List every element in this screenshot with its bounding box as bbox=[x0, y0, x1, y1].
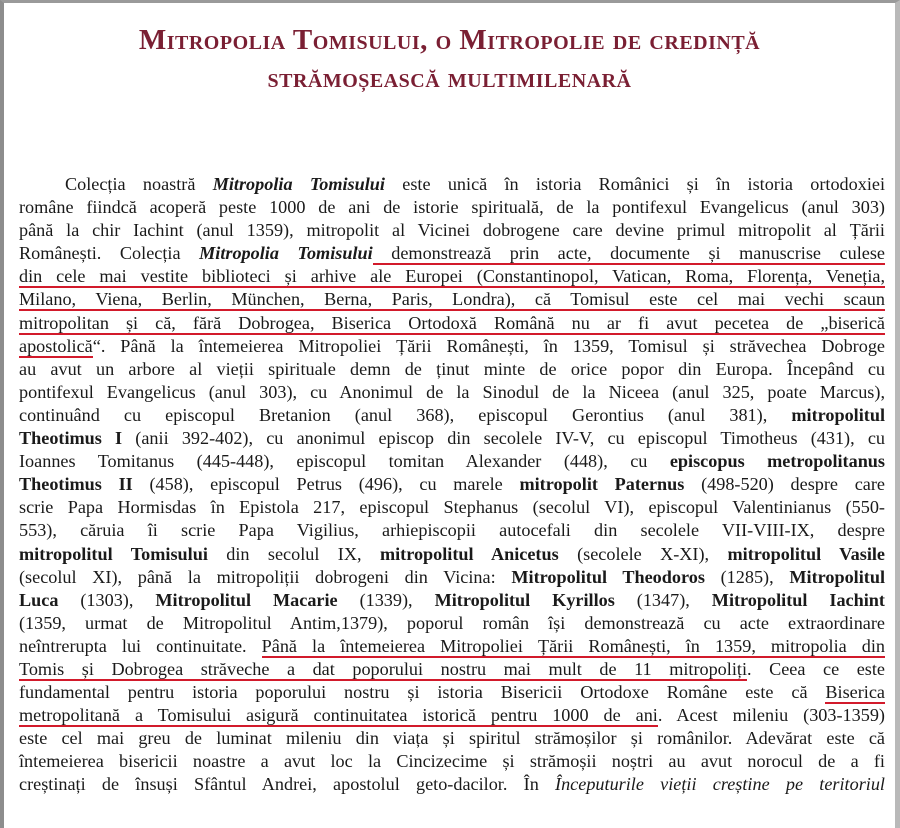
body-text bbox=[19, 173, 885, 797]
text-line bbox=[19, 473, 885, 496]
text-segment: (secolul XI), până la mitropoliții dobrogeni din Vicina: bbox=[19, 566, 512, 587]
text-segment: “. Până la întemeierea Mitropoliei Țării Românești, în 1359, Tomisul și străvechea Dobroge bbox=[92, 335, 885, 356]
text-line bbox=[19, 612, 885, 635]
text-segment: este unică în istoria Românici și în istoria ortodoxiei bbox=[384, 174, 886, 194]
text-line bbox=[19, 288, 885, 311]
underlined-text: mitropolitan și că, fără Dobrogea, Biserica Ortodoxă Română nu ar fi avut pecetea de „biserică bbox=[19, 312, 885, 333]
text-segment: (1359, urmat de Mitropolitul Antim,1379), poporul român își demonstrează cu acte extraordinare bbox=[19, 612, 885, 633]
underlined-text: Tomis și Dobrogea străveche a dat poporului nostru mai mult de 11 mitropoliți bbox=[19, 658, 747, 679]
underlined-text: Milano, Viena, Berlin, München, Berna, Paris, Londra), că Tomisul este cel mai vechi scaun bbox=[19, 289, 885, 310]
text-segment: au avut un arbore al vieții spirituale demn de ținut minte de orice popor din Europa. Începând cu bbox=[19, 358, 885, 379]
text-line bbox=[19, 658, 885, 681]
text-line bbox=[19, 635, 885, 658]
text-line bbox=[19, 427, 885, 450]
text-segment: Începuturile vieții creștine pe teritoriul bbox=[555, 774, 885, 795]
document-title bbox=[4, 21, 895, 97]
text-line bbox=[19, 773, 885, 796]
text-segment: din secolul IX, bbox=[207, 543, 380, 564]
text-line bbox=[19, 173, 885, 196]
text-line bbox=[19, 496, 885, 519]
text-segment: Colecția noastră bbox=[65, 174, 213, 194]
text-segment: mitropolitul Vasile bbox=[727, 543, 885, 564]
text-segment: (1285), bbox=[704, 566, 790, 587]
text-line bbox=[19, 519, 885, 542]
text-segment: Românești. Colecția bbox=[19, 243, 200, 264]
text-segment: neîntrerupta lui continuitate. bbox=[19, 635, 262, 656]
underlined-text: metropolitană a Tomisului asigură continuitatea istorică pentru 1000 de ani bbox=[19, 705, 658, 726]
text-line bbox=[19, 704, 885, 727]
text-segment: (498-520) despre care bbox=[684, 474, 885, 495]
text-line bbox=[19, 381, 885, 404]
text-segment: Mitropolitul Theodoros bbox=[511, 566, 705, 587]
text-line bbox=[19, 196, 885, 219]
text-segment: Theotimus II bbox=[19, 474, 133, 495]
text-segment: mitropolitul Tomisului bbox=[19, 543, 208, 564]
underlined-text: apostolică bbox=[19, 335, 93, 356]
text-segment: fundamental pentru istoria poporului nostru și istoria Bisericii Ortodoxe Române este că bbox=[19, 682, 826, 703]
text-segment: este cel mai greu de luminat mileniu din viața și spiritul strămoșilor și românilor. Adevărat este că bbox=[19, 728, 885, 749]
text-segment: mitropolitul bbox=[791, 404, 885, 425]
text-segment: (458), episcopul Petrus (496), cu marele bbox=[132, 474, 520, 495]
text-segment: Mitropolitul bbox=[789, 566, 885, 587]
text-segment: mitropolitul Anicetus bbox=[379, 543, 559, 564]
underlined-text: din cele mai vestite biblioteci și arhive ale Europei (Constantinopol, Vatican, Roma, Florența, Veneția, bbox=[19, 266, 885, 287]
text-segment: Mitropolia Tomisului bbox=[212, 174, 385, 194]
text-segment: mitropolit Paternus bbox=[519, 474, 685, 495]
text-segment: creștinați de însuși Sfântul Andrei, apostolul geto-dacilor. În bbox=[19, 774, 556, 795]
text-line bbox=[19, 265, 885, 288]
text-segment: Theotimus I bbox=[19, 428, 123, 449]
text-line bbox=[19, 750, 885, 773]
text-line bbox=[19, 727, 885, 750]
text-segment: Ioannes Tomitanus (445-448), episcopul tomitan Alexander (448), cu bbox=[19, 451, 670, 472]
text-segment: întemeierea bisericii noastre a avut loc la Cincizecime și strămoșii noștri au avut norocul de a fi bbox=[19, 751, 885, 772]
text-line bbox=[19, 589, 885, 612]
text-line bbox=[19, 335, 885, 358]
text-segment: Mitropolitul Kyrillos bbox=[434, 589, 615, 610]
text-segment: Mitropolitul Macarie bbox=[155, 589, 338, 610]
underlined-text: Până la întemeierea Mitropoliei Țării Românești, în 1359, mitropolia din bbox=[261, 635, 885, 656]
text-segment: . Ceea ce este bbox=[747, 658, 885, 679]
text-segment: scrie Papa Hormisdas în Epistola 217, episcopul Stephanus (secolul VI), episcopul Valentinianus (550- bbox=[19, 497, 885, 518]
text-segment: (anii 392-402), cu anonimul episcop din secolele IV-V, cu episcopul Timotheus (431), cu bbox=[122, 428, 885, 449]
text-line bbox=[19, 219, 885, 242]
text-segment: române fiindcă acoperă peste 1000 de ani de istorie spirituală, de la pontifexul Evangelicus (anul 303) bbox=[19, 197, 885, 218]
text-segment: (1347), bbox=[614, 589, 712, 610]
text-segment: 553), căruia îi scrie Papa Vigilius, arhiepiscopii autocefali din secolele VII-VIII-IX, despre bbox=[19, 520, 885, 541]
underlined-text: demonstrează prin acte, documente și manuscrise culese bbox=[372, 243, 885, 264]
text-segment: Mitropolitul Iachint bbox=[711, 589, 885, 610]
text-segment: până la chir Iachint (anul 1359), mitropolit al Vicinei dobrogene care devine primul mitropolit al Țării bbox=[19, 220, 885, 241]
text-segment: . Acest mileniu (303-1359) bbox=[657, 705, 885, 726]
text-segment: (1339), bbox=[337, 589, 435, 610]
text-line bbox=[19, 450, 885, 473]
text-line bbox=[19, 312, 885, 335]
text-segment: Mitropolia Tomisului bbox=[199, 243, 373, 264]
text-line bbox=[19, 681, 885, 704]
underlined-text: Biserica bbox=[825, 682, 885, 703]
text-line bbox=[19, 566, 885, 589]
text-line bbox=[19, 242, 885, 265]
text-segment: Luca bbox=[19, 589, 59, 610]
text-segment: (secolele X-XI), bbox=[558, 543, 728, 564]
text-line bbox=[19, 543, 885, 566]
text-segment: pontifexul Evangelicus (anul 303), cu Anonimul de la Sinodul de la Niceea (anul 325, poate Marcus), bbox=[19, 381, 885, 402]
text-segment: (1303), bbox=[58, 589, 156, 610]
title-line-1: Mitropolia Tomisului, o Mitropolie de credință bbox=[138, 24, 761, 56]
text-segment: continuând cu episcopul Bretanion (anul 368), episcopul Gerontius (anul 381), bbox=[19, 404, 792, 425]
title-line-2: strămoșească multimilenară bbox=[267, 62, 632, 94]
text-line bbox=[19, 404, 885, 427]
text-line bbox=[19, 358, 885, 381]
text-segment: episcopus metropolitanus bbox=[669, 451, 886, 472]
